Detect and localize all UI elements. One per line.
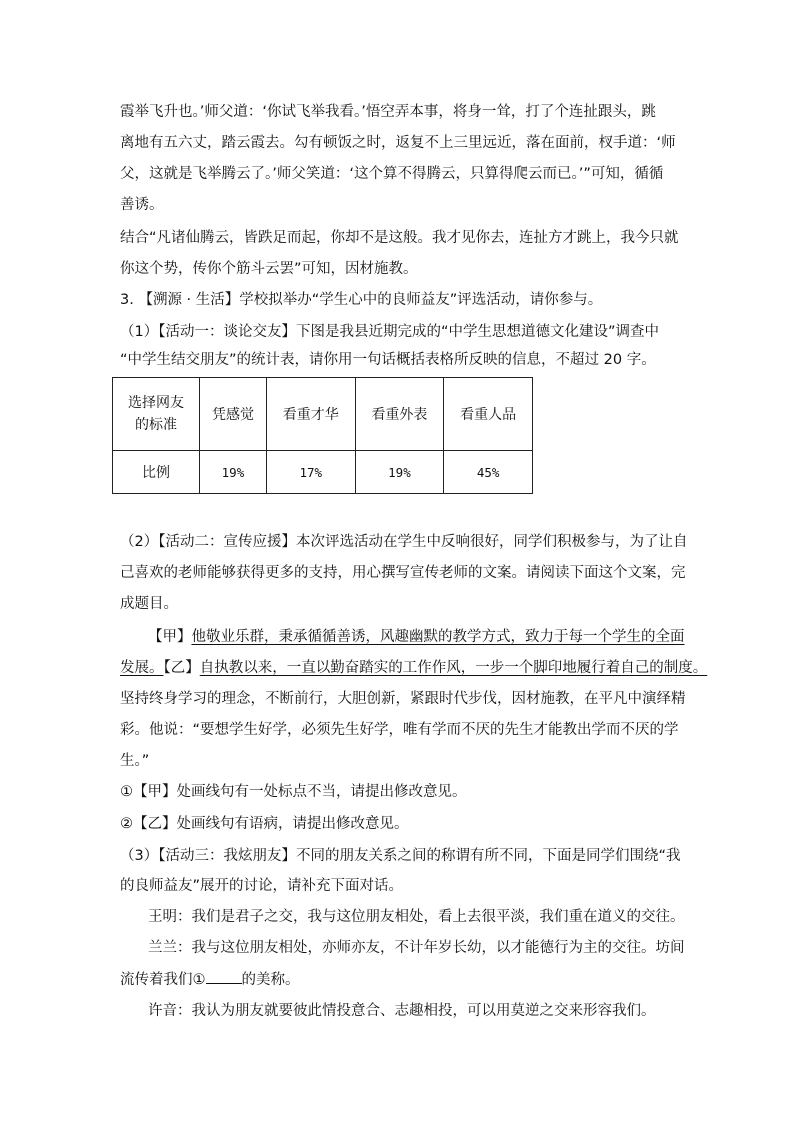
text-line: 离地有五六丈，踏云霞去。勾有顿饭之时，返复不上三里远近，落在面前，杈手道：‘师 xyxy=(120,135,676,151)
text-line: 坚持终身学习的理念，不断前行，大胆创新，紧跟时代步伐，因材施教，在平凡中演绎精 xyxy=(120,691,686,707)
jia-underlined-sentence: 他敬业乐群，秉承循循善诱，风趣幽默的教学方式，致力于每一个学生的全面 xyxy=(191,629,685,645)
table-header-cell: 凭感觉 xyxy=(200,378,267,451)
text-line: 生。” xyxy=(120,753,150,769)
table-row xyxy=(113,451,533,494)
yi-marker: 【乙】 xyxy=(163,660,200,676)
table-header-label xyxy=(113,378,200,451)
table-cell: 17% xyxy=(266,451,355,494)
text-line: 你这个势，传你个筋斗云罢”可知，因材施教。 xyxy=(120,261,418,277)
text-line: 善诱。 xyxy=(120,197,164,213)
header-line: 选择网友 xyxy=(128,395,184,411)
text-line: 己喜欢的老师能够获得更多的支持，用心撰写宣传老师的文案。请阅读下面这个文案，完 xyxy=(120,565,686,581)
passage-jia xyxy=(148,627,685,647)
dialogue-xuyin: 许音：我认为朋友就要彼此情投意合、志趣相投，可以用莫逆之交来形容我们。 xyxy=(148,1003,656,1019)
text-line: 霞举飞升也。’师父道：‘你试飞举我看。’悟空弄本事，将身一耸，打了个连扯跟头，跳 xyxy=(120,104,656,120)
table-header-cell: 看重才华 xyxy=(266,378,355,451)
fill-in-line xyxy=(120,969,300,990)
text-line: 成题目。 xyxy=(120,596,178,612)
sub-question-2: ②【乙】处画线句有语病，请提出修改意见。 xyxy=(120,816,409,832)
text-line: 父，这就是飞举腾云了。’师父笑道：‘这个算不得腾云，只算得爬云而已。’”可知，循循 xyxy=(120,166,664,182)
table-header-cell: 看重外表 xyxy=(355,378,444,451)
activity-three: （3）【活动三：我炫朋友】不同的朋友关系之间的称谓有所不同，下面是同学们围绕“我 xyxy=(120,848,681,864)
activity-one: （1）【活动一：谈论交友】下图是我县近期完成的“中学生思想道德文化建设”调查中 xyxy=(120,324,659,340)
yi-underlined-sentence: 自执教以来，一直以勤奋踏实的工作作风，一步一个脚印地履行着自己的制度。 xyxy=(199,660,708,676)
jia-underlined-sentence-end: 发展。 xyxy=(120,660,164,676)
text-line: 的良师益友”展开的讨论，请补充下面对话。 xyxy=(120,878,404,894)
friend-criteria-table xyxy=(112,377,533,494)
blank-prefix: 流传着我们① xyxy=(120,972,206,988)
sub-question-1: ①【甲】处画线句有一处标点不当，请提出修改意见。 xyxy=(120,784,467,800)
question-heading: 3. 【溯源 · 生活】学校拟举办“学生心中的良师益友”评选活动，请你参与。 xyxy=(120,292,603,308)
text-line: 彩。他说：“要想学生好学，必须先生好学，唯有学而不厌的先生才能教出学而不厌的学 xyxy=(120,722,679,738)
header-line: 的标准 xyxy=(135,417,177,433)
blank-suffix: 的美称。 xyxy=(241,972,300,988)
passage-yi xyxy=(120,658,707,678)
jia-marker: 【甲】 xyxy=(148,629,192,645)
answer-blank[interactable] xyxy=(206,969,242,984)
table-header-cell: 看重人品 xyxy=(444,378,533,451)
dialogue-lanlan: 兰兰：我与这位朋友相处，亦师亦友，不计年岁长幼，以才能德行为主的交往。坊间 xyxy=(148,940,685,956)
text-line: 结合“凡诸仙腾云，皆跌足而起，你却不是这般。我才见你去，连扯方才跳上，我今只就 xyxy=(120,230,679,246)
table-header-row xyxy=(113,378,533,451)
text-line: “中学生结交朋友”的统计表，请你用一句话概括表格所反映的信息，不超过 20 字。 xyxy=(120,352,656,368)
table-row-label: 比例 xyxy=(113,451,200,494)
dialogue-wangming: 王明：我们是君子之交，我与这位朋友相处，看上去很平淡，我们重在道义的交往。 xyxy=(148,909,685,925)
table-cell: 19% xyxy=(200,451,267,494)
table-cell: 45% xyxy=(444,451,533,494)
table-cell: 19% xyxy=(355,451,444,494)
activity-two: （2）【活动二：宣传应援】本次评选活动在学生中反响很好，同学们积极参与，为了让自 xyxy=(120,534,688,550)
